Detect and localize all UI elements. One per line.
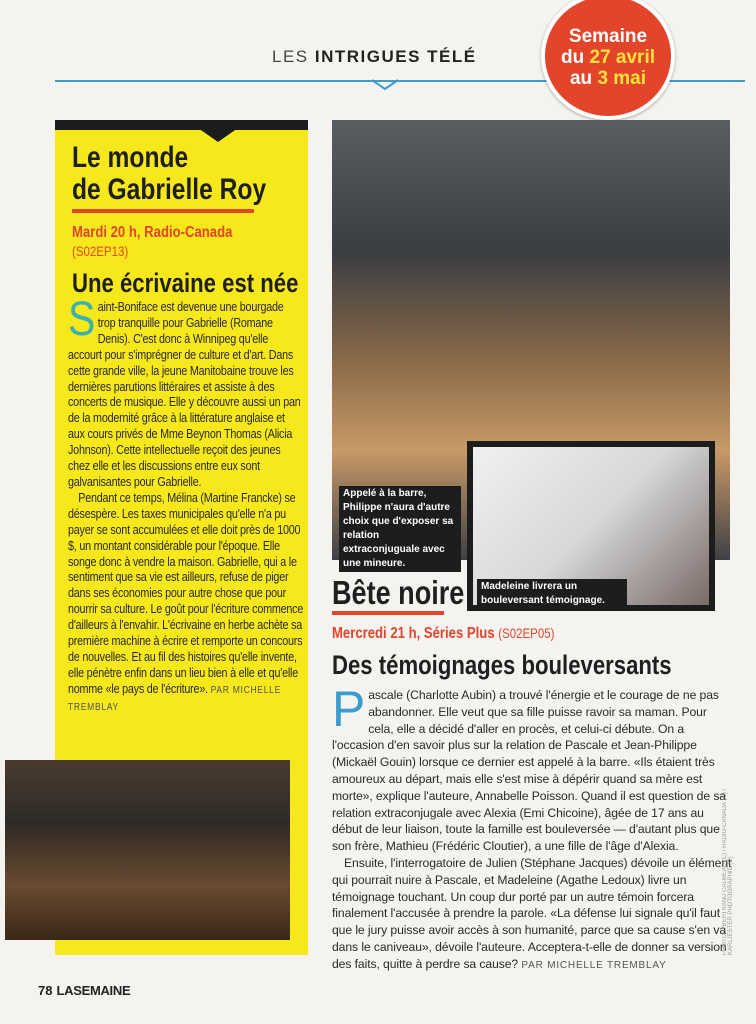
badge-line1: Semaine bbox=[568, 26, 648, 47]
byline: PAR MICHELLE TREMBLAY bbox=[521, 959, 667, 971]
paragraph: Pendant ce temps, Mélina (Martine Francke) se désespère. Les taxes municipales qu'elle n'a pu payer se sont accumulées et elle doit près de 1000 $, un montant considérable pour l'époque. Elle songe donc à vendre la maison. Gabrielle, qui a le sentiment que sa vie est ailleurs, refuse de piger dans ses économies pour autre chose que pour nourrir sa culture. Le goût pour l'écriture commence d'ailleurs à l'envahir. L'écrivaine en herbe achète sa première machine à écrire et remporte un concours de nouvelles. Et au fil des histoires qu'elle invente, elle pénètre enfin dans un lieu bien à elle et qu'elle nomme «le pays de l'écriture». bbox=[68, 490, 304, 696]
paragraph: ascale (Charlotte Aubin) a trouvé l'énergie et le courage de ne pas abandonner. Elle veut que sa fille puisse ravoir sa maman. Pour cela, elle a décidé d'aller en procès, et celui-ci débute. On a l'occasion d'en savoir plus sur la relation de Pascale et Jean-Philippe (Mickaël Gouin) lorsque ce dernier est appelé à la barre. «Ils étaient très amoureux au départ, mais elle s'est mise à dépérir quand sa mère est morte», explique l'auteure, Annabelle Poisson. Quand il est question de sa relation extraconjugale avec Alexia (Emi Chicoine), âgée de 17 ans au début de leur liaison, toute la famille est bouleversée — d'autant plus que son frère, Mathieu (Frédéric Cloutier), a une fille de l'âge d'Alexia. bbox=[332, 688, 726, 854]
badge-du: du bbox=[561, 47, 585, 68]
drop-cap: S bbox=[68, 293, 96, 346]
drop-cap: P bbox=[332, 681, 366, 737]
badge-au: au bbox=[569, 68, 593, 89]
article1-headline bbox=[72, 268, 348, 299]
badge-date-start: 27 avril bbox=[589, 47, 655, 68]
schedule-text: Mercredi 21 h, Séries Plus bbox=[332, 625, 495, 642]
chevron-down-icon bbox=[372, 78, 398, 91]
article2-body bbox=[332, 681, 732, 975]
title-underline bbox=[72, 209, 254, 213]
section-header bbox=[272, 47, 477, 67]
photo-caption: Appelé à la barre, Philippe n'aura d'autre choix que d'exposer sa relation extraconjuguale avec une mineure. bbox=[339, 486, 461, 572]
article2-title bbox=[332, 574, 493, 612]
notch-icon bbox=[198, 128, 238, 142]
week-badge bbox=[541, 0, 675, 120]
paragraph: Ensuite, l'interrogatoire de Julien (Stéphane Jacques) dévoile un élément qui pourrait nuire à Pascale, et Madeleine (Agathe Ledoux) livre un témoignage touchant. Un coup dur porté par un autre témoin forcera finalement l'accusée à prendre la parole. «La défense lui signale qu'il faut que le jury puisse avoir accès à son humanité, parce que sa cause s'en va dans le caniveau», dévoile l'auteure. Acceptera-t-elle de donner sa version des faits, quitte à perdre sa cause? bbox=[332, 855, 732, 971]
headline-text: Une écrivaine est née bbox=[72, 268, 299, 298]
paragraph: aint-Boniface est devenue une bourgade trop tranquille pour Gabrielle (Romane Denis). C'est donc à Winnipeg qu'elle accourt pour s'imprégner de culture et d'art. Dans cette grande ville, la jeune Manitobaine trouve les dernières parutions littéraires et assiste à des concerts de musique. Elle y découvre aussi un pan de la modernité grâce à la littérature anglaise et aux cours privés de Mme Beynon Thomas (Alicia Johnson). Cette intellectuelle reçoit des jeunes chez elle et les discussions entre eux sont galvanisantes pour Gabrielle. bbox=[68, 300, 301, 489]
episode-text: (S02EP05) bbox=[498, 625, 555, 641]
magazine-logo: LASEMAINE bbox=[56, 983, 131, 998]
page-number: 78 bbox=[38, 983, 53, 998]
byline: PAR MICHELLE TREMBLAY bbox=[68, 684, 281, 713]
article1-body bbox=[68, 293, 304, 716]
photo-credit: PHOTOS: BERTRAND CALMEAU (C) / RADIO-CANADA (C) / KARLJESTER PHOTOGRAPHIE (C) bbox=[722, 788, 734, 955]
article1-episode bbox=[72, 243, 140, 259]
article2-schedule bbox=[332, 625, 603, 643]
title-line2: de Gabrielle Roy bbox=[72, 173, 267, 206]
page-footer bbox=[38, 983, 130, 998]
headline-text: Des témoignages bouleversants bbox=[332, 650, 672, 680]
title-underline bbox=[332, 611, 444, 615]
schedule-text: Mardi 20 h, Radio-Canada bbox=[72, 224, 233, 241]
article1-title bbox=[72, 142, 309, 206]
title-text: Bête noire bbox=[332, 574, 465, 611]
inset-caption: Madeleine livrera un bouleversant témoignage. bbox=[477, 579, 627, 609]
panel-top-bar bbox=[55, 120, 308, 130]
gabrielle-writing-photo bbox=[5, 760, 290, 940]
header-title: INTRIGUES TÉLÉ bbox=[314, 47, 477, 66]
article1-schedule bbox=[72, 224, 268, 242]
article2-headline bbox=[332, 650, 746, 681]
header-prefix: LES bbox=[272, 47, 309, 66]
title-line1: Le monde bbox=[72, 141, 189, 174]
badge-date-end: 3 mai bbox=[597, 68, 647, 89]
episode-text: (S02EP13) bbox=[72, 243, 129, 259]
